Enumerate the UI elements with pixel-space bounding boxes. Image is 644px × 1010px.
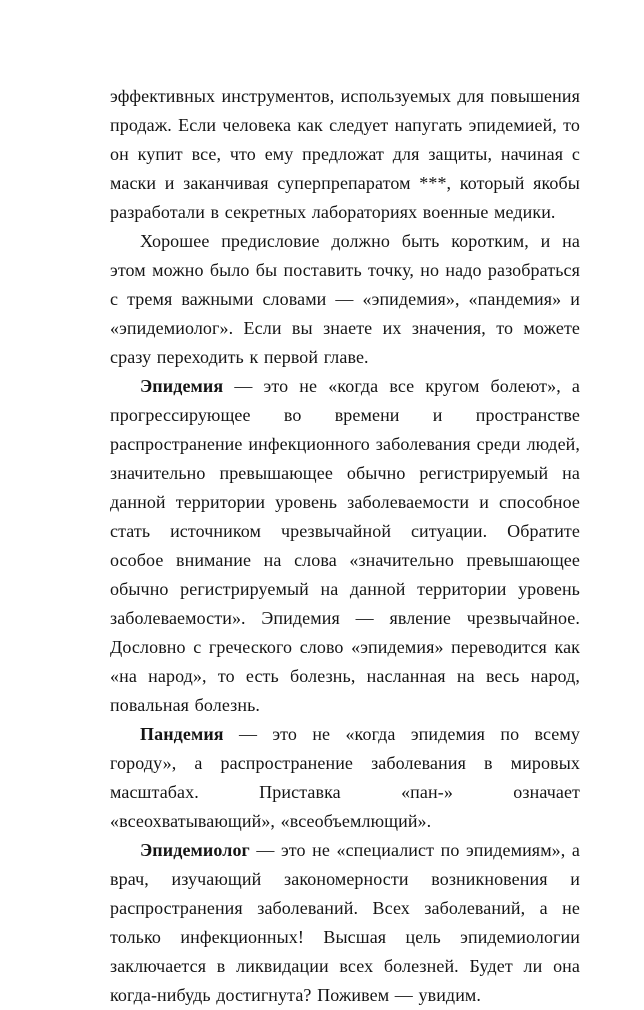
paragraph-text: Хорошее предисловие должно быть коротким, и на этом можно было бы поставить точку, но надо разобраться с тремя важными словами — «эпидемия», «пандемия» и «эпидемиолог». Если вы знаете их значения, то можете сразу переходить к первой главе. bbox=[110, 231, 580, 367]
paragraph-epidemiolog bbox=[110, 836, 580, 1010]
paragraph bbox=[110, 227, 580, 372]
paragraph-text: эффективных инструментов, используемых для повышения продаж. Если человека как следует напугать эпидемией, то он купит все, что ему предложат для защиты, начиная с маски и заканчивая суперпрепаратом ***, который якобы разработали в секретных лабораториях военные медики. bbox=[110, 86, 580, 222]
paragraph-text: — это не «специалист по эпидемиям», а врач, изучающий закономерности возникновения и распространения заболеваний. Всех заболеваний, а не только инфекционных! Высшая цель эпидемиологии заключается в ликвидации всех болезней. Будет ли она когда-нибудь достигнута? Поживем — увидим. bbox=[110, 840, 580, 1005]
paragraph-text: — это не «когда все кругом болеют», а прогрессирующее во времени и пространстве распространение инфекционного заболевания среди людей, значительно превышающее обычно регистрируемый на данной территории уровень заболеваемости и способное стать источником чрезвычайной ситуации. Обратите особое внимание на слова «значительно превышающее обычно регистрируемый на данной территории уровень заболеваемости». Эпидемия — явление чрезвычайное. Дословно с греческого слово «эпидемия» переводится как «на народ», то есть болезнь, насланная на весь народ, повальная болезнь. bbox=[110, 376, 580, 715]
paragraph-continuation bbox=[110, 82, 580, 227]
paragraph-text: — это не «когда эпидемия по всему городу», а распространение заболевания в мировых масштабах. Приставка «пан-» означает «всеохватывающий», «всеобъемлющий». bbox=[110, 724, 580, 831]
term-epidemia: Эпидемия bbox=[140, 376, 224, 396]
term-pandemia: Пандемия bbox=[140, 724, 224, 744]
body-text bbox=[110, 82, 580, 1010]
paragraph-pandemia bbox=[110, 720, 580, 836]
term-epidemiolog: Эпидемиолог bbox=[140, 840, 250, 860]
paragraph-epidemia bbox=[110, 372, 580, 720]
